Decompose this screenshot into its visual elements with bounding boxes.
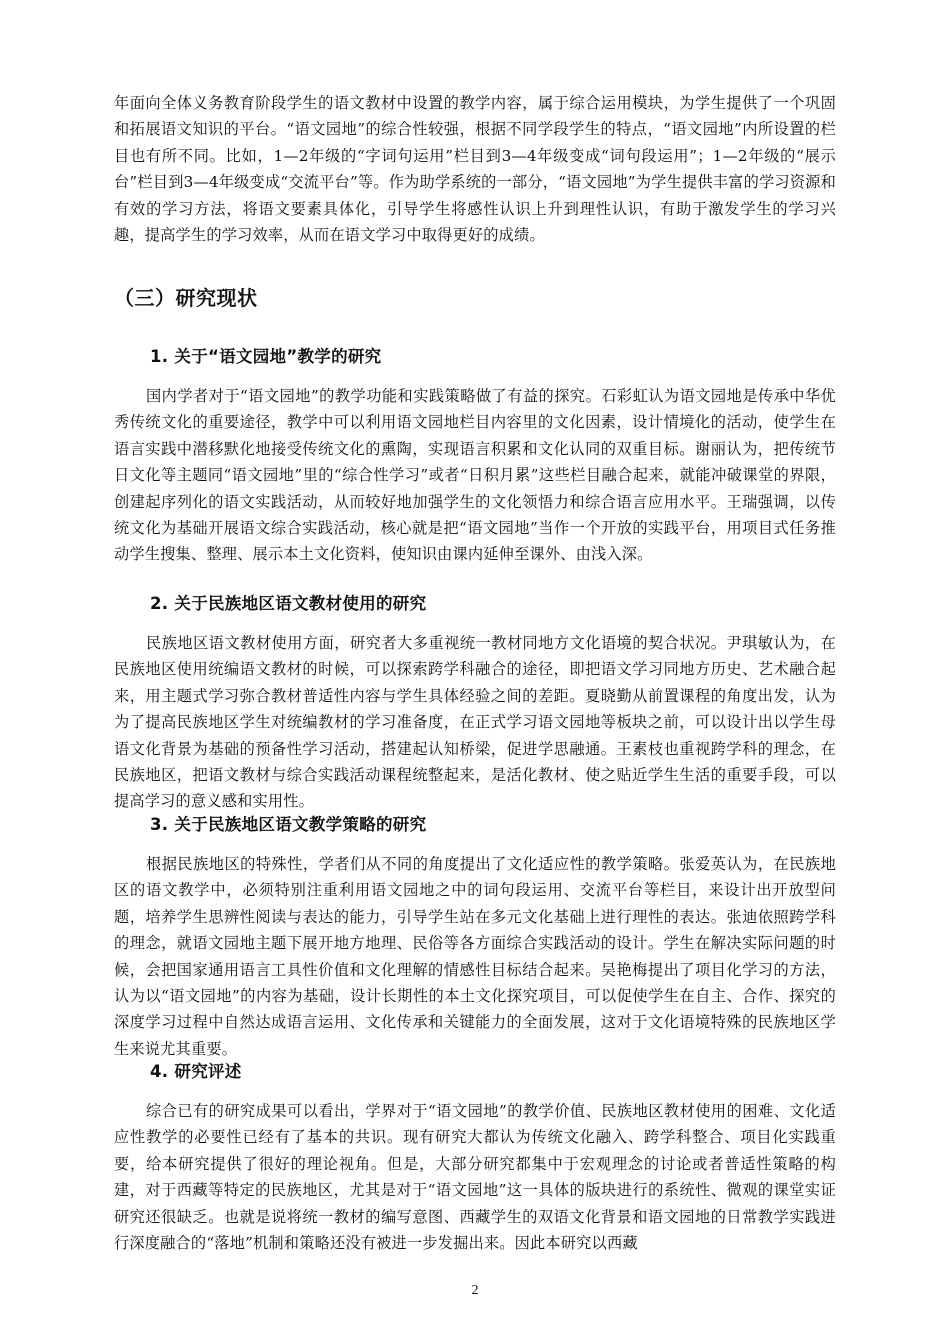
page-number: 2 [471,1283,479,1298]
paragraph-4: 综合已有的研究成果可以看出，学界对于“语文园地”的教学价值、民族地区教材使用的困难、文化适应性教学的必要性已经有了基本的共识。现有研究大都认为传统文化融入、跨学科整合、项目化实践重要，给本研究提供了很好的理论视角。但是，大部分研究都集中于宏观理念的讨论或者普适性策略的构建，对于西藏等特定的民族地区，尤其是对于“语文园地”这一具体的版块进行的系统性、微观的课堂实证研究还很缺乏。也就是说将统一教材的编写意图、西藏学生的双语文化背景和语文园地的日常教学实践进行深度融合的“落地”机制和策略还没有被进一步发掘出来。因此本研究以西藏 [114,1102,836,1253]
paragraph-3: 根据民族地区的特殊性，学者们从不同的角度提出了文化适应性的教学策略。张爱英认为，在民族地区的语文教学中，必须特别注重利用语文园地之中的词句段运用、交流平台等栏目，来设计出开放型问题，培养学生思辨性阅读与表达的能力，引导学生站在多元文化基础上进行理性的表达。张迪依照跨学科的理念，就语文园地主题下展开地方地理、民俗等各方面综合实践活动的设计。学生在解决实际问题的时候，会把国家通用语言工具性价值和文化理解的情感性目标结合起来。吴艳梅提出了项目化学习的方法，认为以“语文园地”的内容为基础，设计长期性的本土文化探究项目，可以促使学生在自主、合作、探究的深度学习过程中自然达成语言运用、文化传承和关键能力的全面发展，这对于文化语境特殊的民族地区学生来说尤其重要。 [114,855,836,1058]
paragraph-2: 民族地区语文教材使用方面，研究者大多重视统一教材同地方文化语境的契合状况。尹琪敏认为，在民族地区使用统编语文教材的时候，可以探索跨学科融合的途径，即把语文学习同地方历史、艺术融合起来，用主题式学习弥合教材普适性内容与学生具体经验之间的差距。夏晓勤从前置课程的角度出发，认为为了提高民族地区学生对统编教材的学习准备度，在正式学习语文园地等板块之前，可以设计出以学生母语文化背景为基础的预备性学习活动，搭建起认知桥梁，促进学思融通。王素枝也重视跨学科的理念，在民族地区，把语文教材与综合实践活动课程统整起来，是活化教材、使之贴近学生生活的重要手段，可以提高学习的意义感和实用性。 [114,634,836,811]
section-heading: （三）研究现状 [114,286,258,310]
subheading-3: 3. 关于民族地区语文教学策略的研究 [150,815,427,834]
subheading-1: 1. 关于“语文园地”教学的研究 [150,347,382,366]
paragraph-1: 国内学者对于“语文园地”的教学功能和实践策略做了有益的探究。石彩虹认为语文园地是传承中华优秀传统文化的重要途径，教学中可以利用语文园地栏目内容里的文化因素，设计情境化的活动，使学生在语言实践中潜移默化地接受传统文化的熏陶，实现语言积累和文化认同的双重目标。谢丽认为，把传统节日文化等主题同“语文园地”里的“综合性学习”或者“日积月累”这些栏目融合起来，就能冲破课堂的界限，创建起序列化的语文实践活动，从而较好地加强学生的文化领悟力和综合语言应用水平。王瑞强调，以传统文化为基础开展语文综合实践活动，核心就是把“语文园地”当作一个开放的实践平台，用项目式任务推动学生搜集、整理、展示本土文化资料，使知识由课内延伸至课外、由浅入深。 [114,387,836,564]
subheading-4: 4. 研究评述 [150,1062,242,1081]
intro-paragraph: 年面向全体义务教育阶段学生的语文教材中设置的教学内容，属于综合运用模块，为学生提供了一个巩固和拓展语文知识的平台。“语文园地”的综合性较强，根据不同学段学生的特点，“语文园地”内所设置的栏目也有所不同。比如，1—2年级的“字词句运用”栏目到3—4年级变成“词句段运用”；1—2年级的“展示台”栏目到3—4年级变成“交流平台”等。作为助学系统的一部分，“语文园地”为学生提供丰富的学习资源和有效的学习方法，将语文要素具体化，引导学生将感性认识上升到理性认识，有助于激发学生的学习兴趣，提高学生的学习效率，从而在语文学习中取得更好的成绩。 [114,94,836,245]
subheading-2: 2. 关于民族地区语文教材使用的研究 [150,594,427,613]
